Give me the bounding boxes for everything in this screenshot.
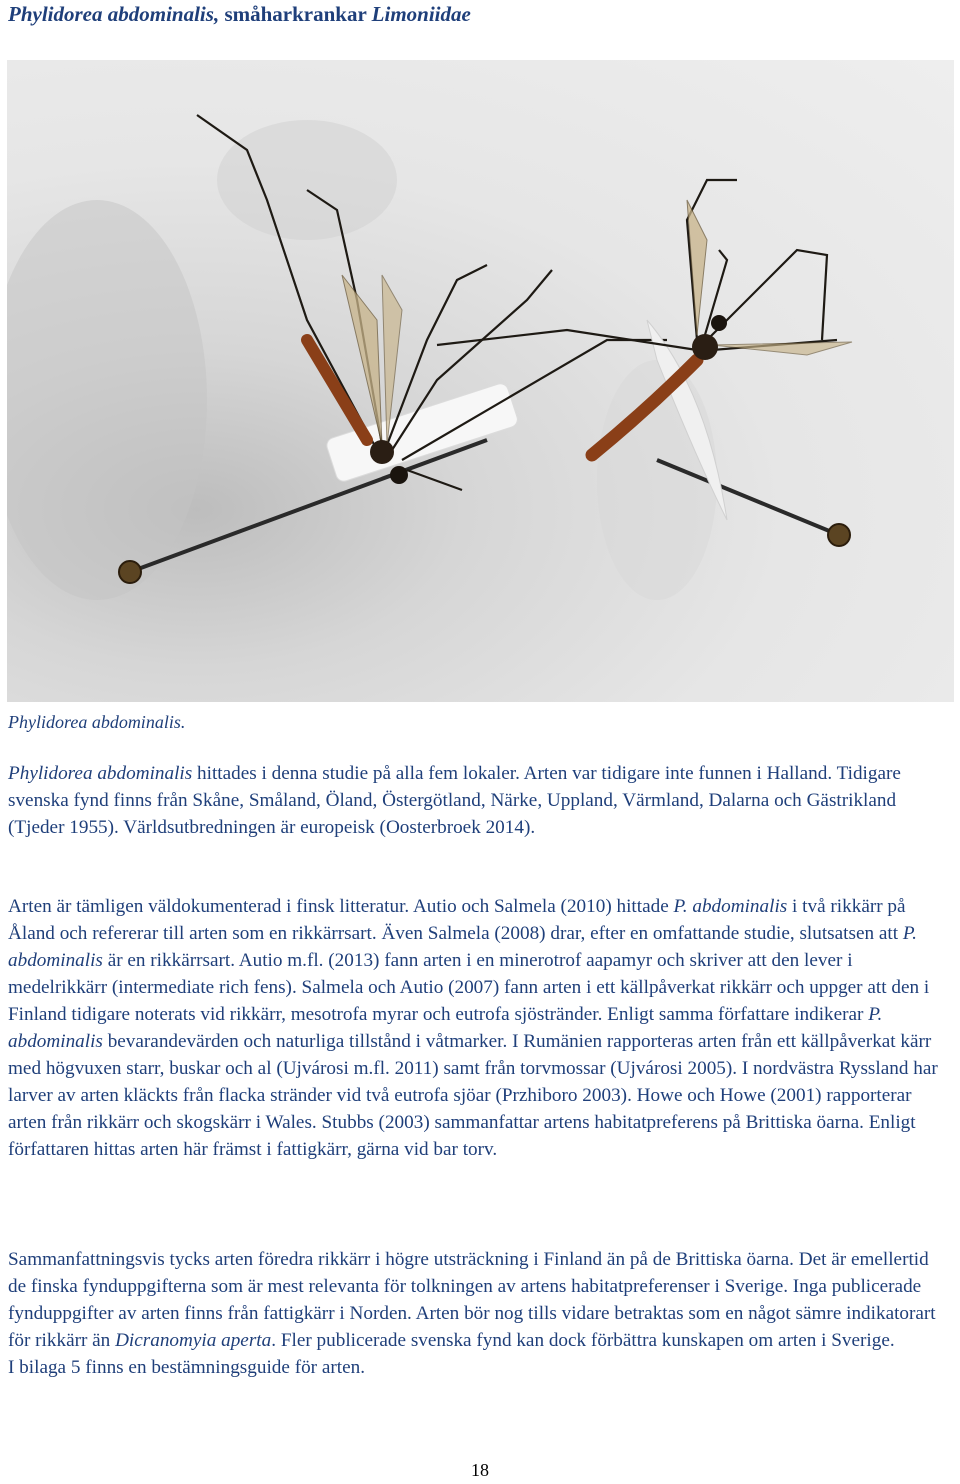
paragraph-text: bevarandevärden och naturliga tillstånd i våtmarker. I Rumänien rapporteras arten från ett källpåverkat kärr med högvuxen starr, buskar och al (Ujvárosi m.fl. 2011) samt från torvmossar (Ujvárosi 2005). I nordvästra Ryssland har larver av arten kläckts från flacka stränder vid två eutrofa sjöar (Przhiboro 2003). Howe och Howe (2001) rapporterar arten från rikkärr och skogskärr i Wales. Stubbs (2003) sammanfattar artens habitatpreferens på Brittiska öarna. Enligt författaren hittas arten här främst i fattigkärr, gärna vid bar torv.: [8, 1031, 938, 1160]
paragraph-text: hittades i denna studie på alla fem lokaler. Arten var tidigare inte funnen i Halland. Tidigare svenska fynd finns från Skåne, Småland, Öland, Östergötland, Närke, Uppland, Värmland, Dalarna och Gästrikland (Tjeder 1955). Världsutbredningen är europeisk (Oosterbroek 2014).: [8, 763, 901, 838]
specimen-photo: [7, 60, 954, 702]
figure-caption: Phylidorea abdominalis.: [8, 712, 186, 732]
species-name: P. abdominalis: [673, 896, 788, 917]
paragraph-text: i två rikkärr på Åland och refererar till arten som en rikkärrsart. Även Salmela (2008) drar, efter en omfattande studie, slutsatsen att: [8, 896, 906, 944]
paragraph-distribution: [8, 760, 948, 841]
species-name: P. abdominalis: [8, 1004, 883, 1052]
paragraph-text: . Fler publicerade svenska fynd kan dock förbättra kunskapen om arten i Sverige.: [271, 1330, 895, 1351]
paragraph-literature: [8, 893, 948, 1163]
page-title: [8, 2, 471, 27]
paragraph-text: Sammanfattningsvis tycks arten föredra rikkärr i högre utsträckning i Finland än på de Brittiska öarna. Det är emellertid de finska fynduppgifterna som är mest relevanta för tolkningen av artens habitatpreferenser i Sverige. Inga publicerade fynduppgifter av arten finns från fattigkärr i Norden. Arten bör nog tills vidare betraktas som en något sämre indikatorart för rikkärr än: [8, 1249, 936, 1351]
species-name: Phylidorea abdominalis: [8, 763, 193, 784]
species-name: P. abdominalis: [8, 923, 917, 971]
species-name: Dicranomyia aperta: [115, 1330, 272, 1351]
crane-fly-illustration: [7, 60, 954, 702]
title-species: Phylidorea abdominalis: [8, 2, 214, 26]
paragraph-text: är en rikkärrsart. Autio m.fl. (2013) fann arten i en minerotrof aapamyr och skriver att den lever i medelrikkärr (intermediate rich fens). Salmela och Autio (2007) fann arten i ett källpåverkat rikkärr och uppger att den i Finland tidigare noterats vid rikkärr, mesotrofa myrar och eutrofa sjöstränder. Enligt samma författare indikerar: [8, 950, 930, 1025]
paragraph-text: I bilaga 5 finns en bestämningsguide för arten.: [8, 1357, 366, 1378]
title-family: Limoniidae: [371, 2, 471, 26]
title-separator: ,: [213, 2, 225, 26]
page-number: 18: [471, 1460, 489, 1480]
paragraph-summary: [8, 1246, 948, 1381]
title-common-name: småharkrankar: [224, 2, 372, 26]
paragraph-text: Arten är tämligen väldokumenterad i finsk litteratur. Autio och Salmela (2010) hittade: [8, 896, 674, 917]
